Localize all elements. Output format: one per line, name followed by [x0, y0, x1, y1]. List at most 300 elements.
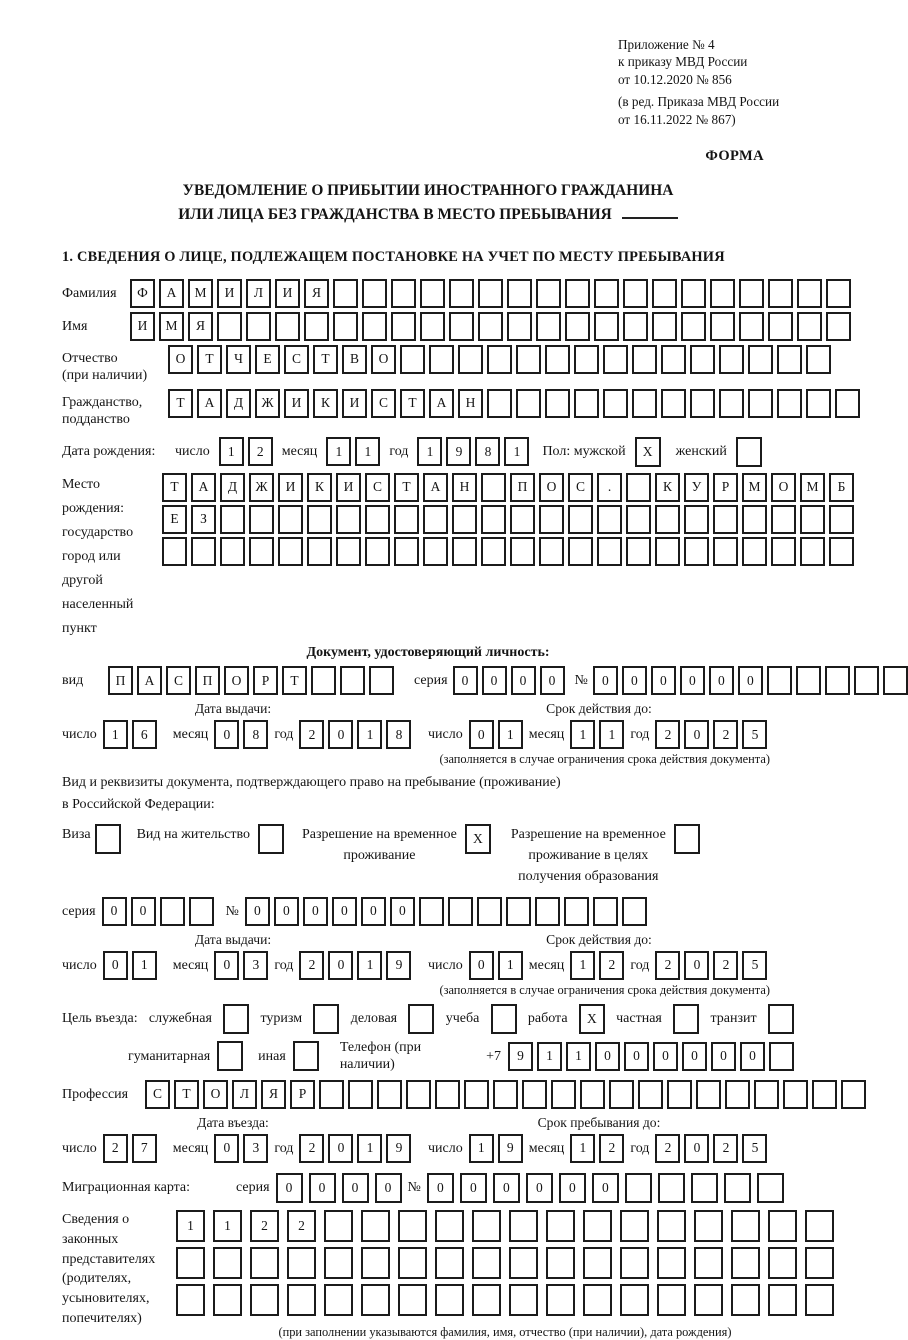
- form-cell[interactable]: [713, 505, 738, 534]
- form-cell[interactable]: 9: [446, 437, 471, 466]
- form-cell[interactable]: [536, 279, 561, 308]
- form-cell[interactable]: О: [168, 345, 193, 374]
- form-cell[interactable]: [333, 312, 358, 341]
- form-cell[interactable]: [583, 1284, 612, 1316]
- form-cell[interactable]: [176, 1284, 205, 1316]
- form-cell[interactable]: [713, 537, 738, 566]
- form-cell[interactable]: [609, 1080, 634, 1109]
- form-cell[interactable]: [522, 1080, 547, 1109]
- representatives-row2-input[interactable]: [176, 1247, 834, 1279]
- form-cell[interactable]: [464, 1080, 489, 1109]
- form-cell[interactable]: [835, 389, 860, 418]
- form-cell[interactable]: С: [166, 666, 191, 695]
- form-cell[interactable]: С: [284, 345, 309, 374]
- form-cell[interactable]: 1: [498, 720, 523, 749]
- form-cell[interactable]: О: [771, 473, 796, 502]
- form-cell[interactable]: [564, 897, 589, 926]
- form-cell[interactable]: 1: [599, 720, 624, 749]
- form-cell[interactable]: [800, 505, 825, 534]
- form-cell[interactable]: [191, 537, 216, 566]
- form-cell[interactable]: 2: [655, 951, 680, 980]
- form-cell[interactable]: 2: [299, 1134, 324, 1163]
- form-cell[interactable]: 0: [684, 951, 709, 980]
- form-cell[interactable]: 2: [599, 951, 624, 980]
- surname-input[interactable]: [130, 279, 851, 308]
- form-cell[interactable]: [658, 1173, 685, 1203]
- birthplace-row3-input[interactable]: [162, 537, 854, 566]
- form-cell[interactable]: 1: [537, 1042, 562, 1071]
- stay-day-input[interactable]: [469, 1134, 523, 1163]
- citizenship-input[interactable]: [168, 389, 860, 418]
- form-cell[interactable]: [829, 505, 854, 534]
- form-cell[interactable]: [487, 345, 512, 374]
- form-cell[interactable]: Т: [282, 666, 307, 695]
- form-cell[interactable]: 1: [570, 1134, 595, 1163]
- form-cell[interactable]: 0: [651, 666, 676, 695]
- form-cell[interactable]: [249, 505, 274, 534]
- form-cell[interactable]: М: [800, 473, 825, 502]
- form-cell[interactable]: 8: [243, 720, 268, 749]
- form-cell[interactable]: С: [365, 473, 390, 502]
- form-cell[interactable]: [768, 279, 793, 308]
- form-cell[interactable]: [391, 312, 416, 341]
- form-cell[interactable]: [419, 897, 444, 926]
- form-cell[interactable]: [768, 312, 793, 341]
- form-cell[interactable]: 9: [498, 1134, 523, 1163]
- form-cell[interactable]: [506, 897, 531, 926]
- form-cell[interactable]: [539, 505, 564, 534]
- form-cell[interactable]: [361, 1247, 390, 1279]
- form-cell[interactable]: [625, 1173, 652, 1203]
- form-cell[interactable]: П: [195, 666, 220, 695]
- form-cell[interactable]: 1: [176, 1210, 205, 1242]
- form-cell[interactable]: А: [159, 279, 184, 308]
- form-cell[interactable]: А: [137, 666, 162, 695]
- form-cell[interactable]: 0: [361, 897, 386, 926]
- form-cell[interactable]: 2: [655, 720, 680, 749]
- form-cell[interactable]: 2: [299, 720, 324, 749]
- form-cell[interactable]: У: [684, 473, 709, 502]
- form-cell[interactable]: [546, 1284, 575, 1316]
- form-cell[interactable]: 1: [469, 1134, 494, 1163]
- form-cell[interactable]: [477, 897, 502, 926]
- form-cell[interactable]: [510, 537, 535, 566]
- form-cell[interactable]: [806, 345, 831, 374]
- form-cell[interactable]: 0: [511, 666, 536, 695]
- form-cell[interactable]: 0: [245, 897, 270, 926]
- form-cell[interactable]: 0: [709, 666, 734, 695]
- form-cell[interactable]: 9: [386, 1134, 411, 1163]
- form-cell[interactable]: [805, 1284, 834, 1316]
- form-cell[interactable]: [783, 1080, 808, 1109]
- form-cell[interactable]: [293, 1041, 319, 1071]
- doc-valid-day-input[interactable]: [469, 720, 523, 749]
- form-cell[interactable]: [398, 1284, 427, 1316]
- form-cell[interactable]: О: [224, 666, 249, 695]
- form-cell[interactable]: 2: [655, 1134, 680, 1163]
- form-cell[interactable]: [725, 1080, 750, 1109]
- form-cell[interactable]: С: [371, 389, 396, 418]
- purpose-humanitarian-checkbox[interactable]: [217, 1041, 243, 1071]
- form-cell[interactable]: 0: [592, 1173, 619, 1203]
- form-cell[interactable]: [797, 312, 822, 341]
- form-cell[interactable]: [535, 897, 560, 926]
- form-cell[interactable]: П: [510, 473, 535, 502]
- form-cell[interactable]: [449, 312, 474, 341]
- residence-issue-year-input[interactable]: [299, 951, 411, 980]
- name-input[interactable]: [130, 312, 851, 341]
- form-cell[interactable]: X: [635, 437, 661, 467]
- form-cell[interactable]: 5: [742, 1134, 767, 1163]
- form-cell[interactable]: С: [145, 1080, 170, 1109]
- form-cell[interactable]: 0: [453, 666, 478, 695]
- form-cell[interactable]: 1: [570, 720, 595, 749]
- form-cell[interactable]: Т: [168, 389, 193, 418]
- doc-valid-year-input[interactable]: [655, 720, 767, 749]
- form-cell[interactable]: [406, 1080, 431, 1109]
- form-cell[interactable]: [319, 1080, 344, 1109]
- form-cell[interactable]: [626, 537, 651, 566]
- form-cell[interactable]: [362, 279, 387, 308]
- form-cell[interactable]: 8: [386, 720, 411, 749]
- form-cell[interactable]: [539, 537, 564, 566]
- form-cell[interactable]: [408, 1004, 434, 1034]
- form-cell[interactable]: [250, 1247, 279, 1279]
- form-cell[interactable]: [377, 1080, 402, 1109]
- form-cell[interactable]: [516, 345, 541, 374]
- birthplace-row2-input[interactable]: [162, 505, 854, 534]
- form-cell[interactable]: [883, 666, 908, 695]
- form-cell[interactable]: Л: [246, 279, 271, 308]
- form-cell[interactable]: [472, 1210, 501, 1242]
- form-cell[interactable]: Е: [255, 345, 280, 374]
- form-cell[interactable]: 0: [328, 951, 353, 980]
- form-cell[interactable]: [324, 1247, 353, 1279]
- female-checkbox[interactable]: [736, 437, 762, 467]
- form-cell[interactable]: [594, 279, 619, 308]
- form-cell[interactable]: [287, 1284, 316, 1316]
- form-cell[interactable]: 1: [357, 720, 382, 749]
- form-cell[interactable]: [249, 537, 274, 566]
- form-cell[interactable]: [509, 1284, 538, 1316]
- form-cell[interactable]: [452, 505, 477, 534]
- form-cell[interactable]: 0: [684, 720, 709, 749]
- entry-year-input[interactable]: [299, 1134, 411, 1163]
- birth-month-input[interactable]: [326, 437, 380, 466]
- form-cell[interactable]: 0: [390, 897, 415, 926]
- form-cell[interactable]: 9: [508, 1042, 533, 1071]
- form-cell[interactable]: 1: [213, 1210, 242, 1242]
- form-cell[interactable]: [420, 279, 445, 308]
- form-cell[interactable]: [796, 666, 821, 695]
- migration-series-input[interactable]: [276, 1173, 402, 1203]
- form-cell[interactable]: [481, 473, 506, 502]
- form-cell[interactable]: [516, 389, 541, 418]
- residence-issue-month-input[interactable]: [214, 951, 268, 980]
- residence-valid-month-input[interactable]: [570, 951, 624, 980]
- form-cell[interactable]: [768, 1004, 794, 1034]
- form-cell[interactable]: [217, 312, 242, 341]
- form-cell[interactable]: Т: [197, 345, 222, 374]
- form-cell[interactable]: И: [130, 312, 155, 341]
- form-cell[interactable]: [777, 389, 802, 418]
- form-cell[interactable]: [826, 279, 851, 308]
- form-cell[interactable]: И: [342, 389, 367, 418]
- form-cell[interactable]: [536, 312, 561, 341]
- form-cell[interactable]: [246, 312, 271, 341]
- form-cell[interactable]: [623, 312, 648, 341]
- birth-day-input[interactable]: [219, 437, 273, 466]
- form-cell[interactable]: [307, 505, 332, 534]
- form-cell[interactable]: [452, 537, 477, 566]
- form-cell[interactable]: [478, 312, 503, 341]
- form-cell[interactable]: X: [465, 824, 491, 854]
- form-cell[interactable]: [739, 312, 764, 341]
- form-cell[interactable]: 0: [214, 1134, 239, 1163]
- form-cell[interactable]: 0: [540, 666, 565, 695]
- residence-valid-day-input[interactable]: [469, 951, 523, 980]
- form-cell[interactable]: [580, 1080, 605, 1109]
- form-cell[interactable]: [491, 1004, 517, 1034]
- form-cell[interactable]: [449, 279, 474, 308]
- form-cell[interactable]: М: [742, 473, 767, 502]
- form-cell[interactable]: [420, 312, 445, 341]
- form-cell[interactable]: Я: [188, 312, 213, 341]
- visa-checkbox[interactable]: [95, 824, 121, 854]
- form-cell[interactable]: Р: [253, 666, 278, 695]
- form-cell[interactable]: 1: [103, 720, 128, 749]
- residence-permit-checkbox[interactable]: [258, 824, 284, 854]
- form-cell[interactable]: [652, 312, 677, 341]
- form-cell[interactable]: [767, 666, 792, 695]
- form-cell[interactable]: [176, 1247, 205, 1279]
- form-cell[interactable]: М: [188, 279, 213, 308]
- form-cell[interactable]: [336, 505, 361, 534]
- doc-series-input[interactable]: [453, 666, 565, 695]
- form-cell[interactable]: Б: [829, 473, 854, 502]
- form-cell[interactable]: [748, 345, 773, 374]
- form-cell[interactable]: [574, 389, 599, 418]
- form-cell[interactable]: [472, 1284, 501, 1316]
- form-cell[interactable]: 0: [595, 1042, 620, 1071]
- form-cell[interactable]: 0: [328, 1134, 353, 1163]
- form-cell[interactable]: 0: [738, 666, 763, 695]
- form-cell[interactable]: 0: [214, 951, 239, 980]
- form-cell[interactable]: И: [336, 473, 361, 502]
- purpose-official-checkbox[interactable]: [223, 1004, 249, 1034]
- form-cell[interactable]: [690, 389, 715, 418]
- form-cell[interactable]: [710, 279, 735, 308]
- form-cell[interactable]: [797, 279, 822, 308]
- form-cell[interactable]: 2: [299, 951, 324, 980]
- form-cell[interactable]: [220, 537, 245, 566]
- form-cell[interactable]: [696, 1080, 721, 1109]
- form-cell[interactable]: [213, 1284, 242, 1316]
- form-cell[interactable]: 6: [132, 720, 157, 749]
- form-cell[interactable]: [313, 1004, 339, 1034]
- form-cell[interactable]: М: [159, 312, 184, 341]
- form-cell[interactable]: [657, 1210, 686, 1242]
- form-cell[interactable]: X: [579, 1004, 605, 1034]
- form-cell[interactable]: 5: [742, 951, 767, 980]
- form-cell[interactable]: [771, 505, 796, 534]
- form-cell[interactable]: [657, 1284, 686, 1316]
- form-cell[interactable]: 0: [593, 666, 618, 695]
- form-cell[interactable]: 2: [103, 1134, 128, 1163]
- form-cell[interactable]: [691, 1173, 718, 1203]
- form-cell[interactable]: Ч: [226, 345, 251, 374]
- residence-issue-day-input[interactable]: [103, 951, 157, 980]
- residence-valid-year-input[interactable]: [655, 951, 767, 980]
- form-cell[interactable]: Я: [304, 279, 329, 308]
- temp-residence-edu-checkbox[interactable]: [674, 824, 700, 854]
- representatives-row1-input[interactable]: [176, 1210, 834, 1242]
- form-cell[interactable]: [565, 279, 590, 308]
- form-cell[interactable]: [324, 1210, 353, 1242]
- form-cell[interactable]: [731, 1284, 760, 1316]
- form-cell[interactable]: [583, 1247, 612, 1279]
- form-cell[interactable]: 0: [526, 1173, 553, 1203]
- form-cell[interactable]: [638, 1080, 663, 1109]
- form-cell[interactable]: О: [203, 1080, 228, 1109]
- birth-year-input[interactable]: [417, 437, 529, 466]
- form-cell[interactable]: [509, 1210, 538, 1242]
- form-cell[interactable]: [620, 1247, 649, 1279]
- form-cell[interactable]: [311, 666, 336, 695]
- form-cell[interactable]: Ф: [130, 279, 155, 308]
- purpose-transit-checkbox[interactable]: [768, 1004, 794, 1034]
- form-cell[interactable]: [220, 505, 245, 534]
- form-cell[interactable]: [472, 1247, 501, 1279]
- form-cell[interactable]: [250, 1284, 279, 1316]
- form-cell[interactable]: [657, 1247, 686, 1279]
- form-cell[interactable]: [545, 389, 570, 418]
- form-cell[interactable]: [507, 312, 532, 341]
- form-cell[interactable]: [189, 897, 214, 926]
- form-cell[interactable]: [626, 505, 651, 534]
- doc-valid-month-input[interactable]: [570, 720, 624, 749]
- form-cell[interactable]: [546, 1210, 575, 1242]
- form-cell[interactable]: [348, 1080, 373, 1109]
- entry-day-input[interactable]: [103, 1134, 157, 1163]
- form-cell[interactable]: [95, 824, 121, 854]
- purpose-other-checkbox[interactable]: [293, 1041, 319, 1071]
- form-cell[interactable]: Р: [290, 1080, 315, 1109]
- form-cell[interactable]: [694, 1247, 723, 1279]
- form-cell[interactable]: 1: [219, 437, 244, 466]
- form-cell[interactable]: А: [429, 389, 454, 418]
- form-cell[interactable]: 0: [274, 897, 299, 926]
- form-cell[interactable]: 1: [326, 437, 351, 466]
- form-cell[interactable]: 1: [357, 1134, 382, 1163]
- phone-input[interactable]: [508, 1042, 794, 1071]
- form-cell[interactable]: [652, 279, 677, 308]
- form-cell[interactable]: 2: [713, 1134, 738, 1163]
- form-cell[interactable]: [710, 312, 735, 341]
- form-cell[interactable]: [800, 537, 825, 566]
- form-cell[interactable]: 0: [680, 666, 705, 695]
- form-cell[interactable]: [805, 1247, 834, 1279]
- form-cell[interactable]: [365, 537, 390, 566]
- entry-month-input[interactable]: [214, 1134, 268, 1163]
- representatives-row3-input[interactable]: [176, 1284, 834, 1316]
- form-cell[interactable]: А: [191, 473, 216, 502]
- form-cell[interactable]: 0: [711, 1042, 736, 1071]
- form-cell[interactable]: [719, 389, 744, 418]
- form-cell[interactable]: 2: [250, 1210, 279, 1242]
- form-cell[interactable]: С: [568, 473, 593, 502]
- form-cell[interactable]: 0: [622, 666, 647, 695]
- form-cell[interactable]: [365, 505, 390, 534]
- form-cell[interactable]: Д: [220, 473, 245, 502]
- form-cell[interactable]: 0: [559, 1173, 586, 1203]
- form-cell[interactable]: 0: [684, 1134, 709, 1163]
- purpose-private-checkbox[interactable]: [673, 1004, 699, 1034]
- form-cell[interactable]: 0: [740, 1042, 765, 1071]
- form-cell[interactable]: [509, 1247, 538, 1279]
- form-cell[interactable]: [812, 1080, 837, 1109]
- form-cell[interactable]: [806, 389, 831, 418]
- form-cell[interactable]: [694, 1284, 723, 1316]
- form-cell[interactable]: [287, 1247, 316, 1279]
- form-cell[interactable]: 2: [713, 720, 738, 749]
- form-cell[interactable]: З: [191, 505, 216, 534]
- form-cell[interactable]: [583, 1210, 612, 1242]
- form-cell[interactable]: [684, 505, 709, 534]
- form-cell[interactable]: К: [655, 473, 680, 502]
- form-cell[interactable]: Т: [313, 345, 338, 374]
- form-cell[interactable]: [661, 389, 686, 418]
- form-cell[interactable]: Е: [162, 505, 187, 534]
- doc-number-input[interactable]: [593, 666, 908, 695]
- form-cell[interactable]: [340, 666, 365, 695]
- form-cell[interactable]: [423, 537, 448, 566]
- form-cell[interactable]: [400, 345, 425, 374]
- form-cell[interactable]: [620, 1210, 649, 1242]
- form-cell[interactable]: 0: [102, 897, 127, 926]
- stay-year-input[interactable]: [655, 1134, 767, 1163]
- form-cell[interactable]: [361, 1284, 390, 1316]
- form-cell[interactable]: 7: [132, 1134, 157, 1163]
- form-cell[interactable]: [632, 345, 657, 374]
- form-cell[interactable]: [546, 1247, 575, 1279]
- form-cell[interactable]: 3: [243, 1134, 268, 1163]
- stay-month-input[interactable]: [570, 1134, 624, 1163]
- form-cell[interactable]: [324, 1284, 353, 1316]
- form-cell[interactable]: [777, 345, 802, 374]
- form-cell[interactable]: 0: [328, 720, 353, 749]
- form-cell[interactable]: 0: [653, 1042, 678, 1071]
- form-cell[interactable]: [304, 312, 329, 341]
- form-cell[interactable]: [731, 1247, 760, 1279]
- form-cell[interactable]: [162, 537, 187, 566]
- form-cell[interactable]: 2: [287, 1210, 316, 1242]
- form-cell[interactable]: 1: [566, 1042, 591, 1071]
- form-cell[interactable]: П: [108, 666, 133, 695]
- form-cell[interactable]: [684, 537, 709, 566]
- form-cell[interactable]: [435, 1284, 464, 1316]
- form-cell[interactable]: 0: [460, 1173, 487, 1203]
- patronymic-input[interactable]: [168, 345, 831, 374]
- form-cell[interactable]: [361, 1210, 390, 1242]
- form-cell[interactable]: [603, 389, 628, 418]
- form-cell[interactable]: [597, 505, 622, 534]
- form-cell[interactable]: 1: [132, 951, 157, 980]
- form-cell[interactable]: 2: [713, 951, 738, 980]
- form-cell[interactable]: 3: [243, 951, 268, 980]
- form-cell[interactable]: [694, 1210, 723, 1242]
- form-cell[interactable]: 0: [682, 1042, 707, 1071]
